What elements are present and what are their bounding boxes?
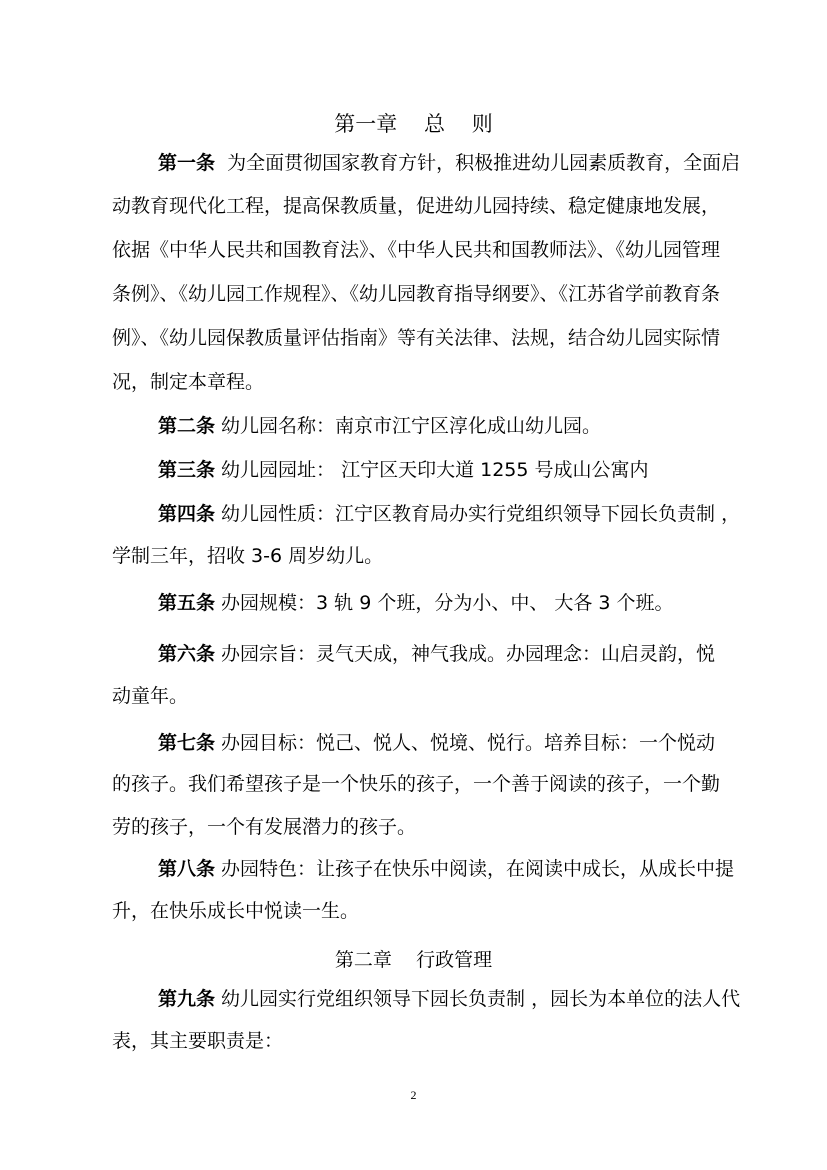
article-label: 第八条 [158,858,216,880]
article-4-line-2: 学制三年，招收 3-6 周岁幼儿。 [112,545,384,567]
article-9-line-1 [158,990,740,1009]
article-1-line-2: 动教育现代化工程，提高保教质量，促进幼儿园持续、稳定健康地发展， [112,195,721,217]
article-label: 第七条 [158,732,216,754]
article-1-line-4: 条例》、《幼儿园工作规程》、《幼儿园教育指导纲要》、《江苏省学前教育条 [112,283,721,305]
article-8-line-2: 升，在快乐成长中悦读一生。 [112,900,360,922]
article-5-line-1 [158,594,674,613]
article-text: 幼儿园园址： 江宁区天印大道 1255 号成山公寓内 [215,459,649,481]
article-7-line-1 [158,734,715,753]
article-1-line-5: 例》、《幼儿园保教质量评估指南》等有关法律、法规，结合幼儿园实际情 [112,327,721,349]
article-text: 为全面贯彻国家教育方针，积极推进幼儿园素质教育，全面启 [215,152,741,174]
article-9-line-2: 表，其主要职责是： [112,1030,284,1052]
article-6-line-2: 动童年。 [112,685,189,707]
article-label: 第九条 [158,988,216,1010]
article-1-line-1 [158,154,740,173]
article-3-line-1 [158,461,649,480]
article-6-line-1 [158,645,715,664]
article-text: 办园宗旨：灵气天成，神气我成。办园理念：山启灵韵，悦 [215,643,716,665]
article-label: 第三条 [158,459,216,481]
article-7-line-3: 劳的孩子，一个有发展潜力的孩子。 [112,816,417,838]
page-number: 2 [410,1088,417,1102]
article-text: 办园目标：悦己、悦人、悦境、悦行。培养目标：一个悦动 [215,732,716,754]
article-label: 第六条 [158,643,216,665]
article-label: 第一条 [158,152,216,174]
article-label: 第四条 [158,503,216,525]
article-8-line-1 [158,860,734,879]
article-4-line-1 [158,505,740,524]
article-label: 第二条 [158,415,216,437]
article-1-line-6: 况，制定本章程。 [112,371,265,393]
article-text: 幼儿园名称：南京市江宁区淳化成山幼儿园。 [215,415,602,437]
article-1-line-3: 依据《中华人民共和国教育法》、《中华人民共和国教师法》、《幼儿园管理 [112,239,721,261]
article-text: 幼儿园实行党组织领导下园长负责制 ，园长为本单位的法人代 [215,988,741,1010]
chapter-2-heading: 第二章 行政管理 [334,949,493,971]
article-text: 办园规模：3 轨 9 个班，分为小、中、 大各 3 个班。 [215,592,674,614]
article-label: 第五条 [158,592,216,614]
article-2-line-1 [158,417,601,436]
article-7-line-2: 的孩子。我们希望孩子是一个快乐的孩子，一个善于阅读的孩子，一个勤 [112,773,721,795]
article-text: 幼儿园性质：江宁区教育局办实行党组织领导下园长负责制 ， [215,503,741,525]
chapter-1-heading: 第一章 总 则 [334,112,493,136]
article-text: 办园特色：让孩子在快乐中阅读，在阅读中成长，从成长中提 [215,858,735,880]
